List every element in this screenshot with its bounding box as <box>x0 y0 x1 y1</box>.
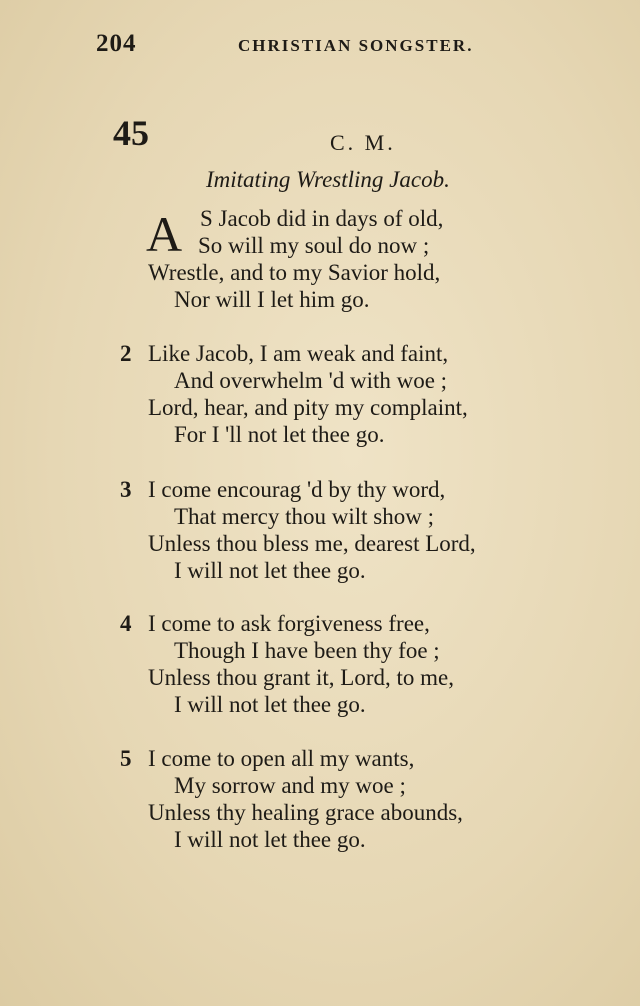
verse-line: Wrestle, and to my Savior hold, <box>148 260 441 285</box>
stanza-number: 3 <box>120 477 132 502</box>
verse-line: Though I have been thy foe ; <box>174 638 440 663</box>
page-number: 204 <box>96 30 137 57</box>
verse-line: Unless thy healing grace abounds, <box>148 800 463 825</box>
stanza-3 <box>120 476 590 584</box>
verse-line: That mercy thou wilt show ; <box>174 504 434 529</box>
verse-line: Unless thou grant it, Lord, to me, <box>148 665 454 690</box>
verse-line: I will not let thee go. <box>174 692 366 717</box>
verse-line: Unless thou bless me, dearest Lord, <box>148 531 476 556</box>
stanza-1 <box>120 205 590 313</box>
stanza-number: 5 <box>120 746 132 771</box>
hymn-number: 45 <box>113 113 149 153</box>
verse-line: Like Jacob, I am weak and faint, <box>148 341 449 366</box>
verse-line: Lord, hear, and pity my complaint, <box>148 395 468 420</box>
stanza-4 <box>120 610 590 718</box>
verse-line: Nor will I let him go. <box>174 287 370 312</box>
hymn-title: Imitating Wrestling Jacob. <box>206 167 450 192</box>
verse-line: I will not let thee go. <box>174 558 366 583</box>
hymn-meter: C. M. <box>330 130 396 155</box>
verse-line: My sorrow and my woe ; <box>174 773 406 798</box>
book-title: CHRISTIAN SONGSTER. <box>238 36 474 55</box>
verse-line: For I 'll not let thee go. <box>174 422 385 447</box>
stanza-5 <box>120 745 590 853</box>
verse-line: I will not let thee go. <box>174 827 366 852</box>
verse-line: I come to open all my wants, <box>148 746 415 771</box>
drop-cap: A <box>146 206 183 262</box>
verse-line: So will my soul do now ; <box>198 233 430 258</box>
stanza-number: 2 <box>120 341 132 366</box>
verse-line: I come encourag 'd by thy word, <box>148 477 446 502</box>
verse-line: And overwhelm 'd with woe ; <box>174 368 448 393</box>
running-head <box>96 30 490 70</box>
stanza-number: 4 <box>120 611 132 636</box>
verse-line: S Jacob did in days of old, <box>200 206 444 231</box>
verse-line: I come to ask forgiveness free, <box>148 611 430 636</box>
stanza-2 <box>120 340 590 448</box>
